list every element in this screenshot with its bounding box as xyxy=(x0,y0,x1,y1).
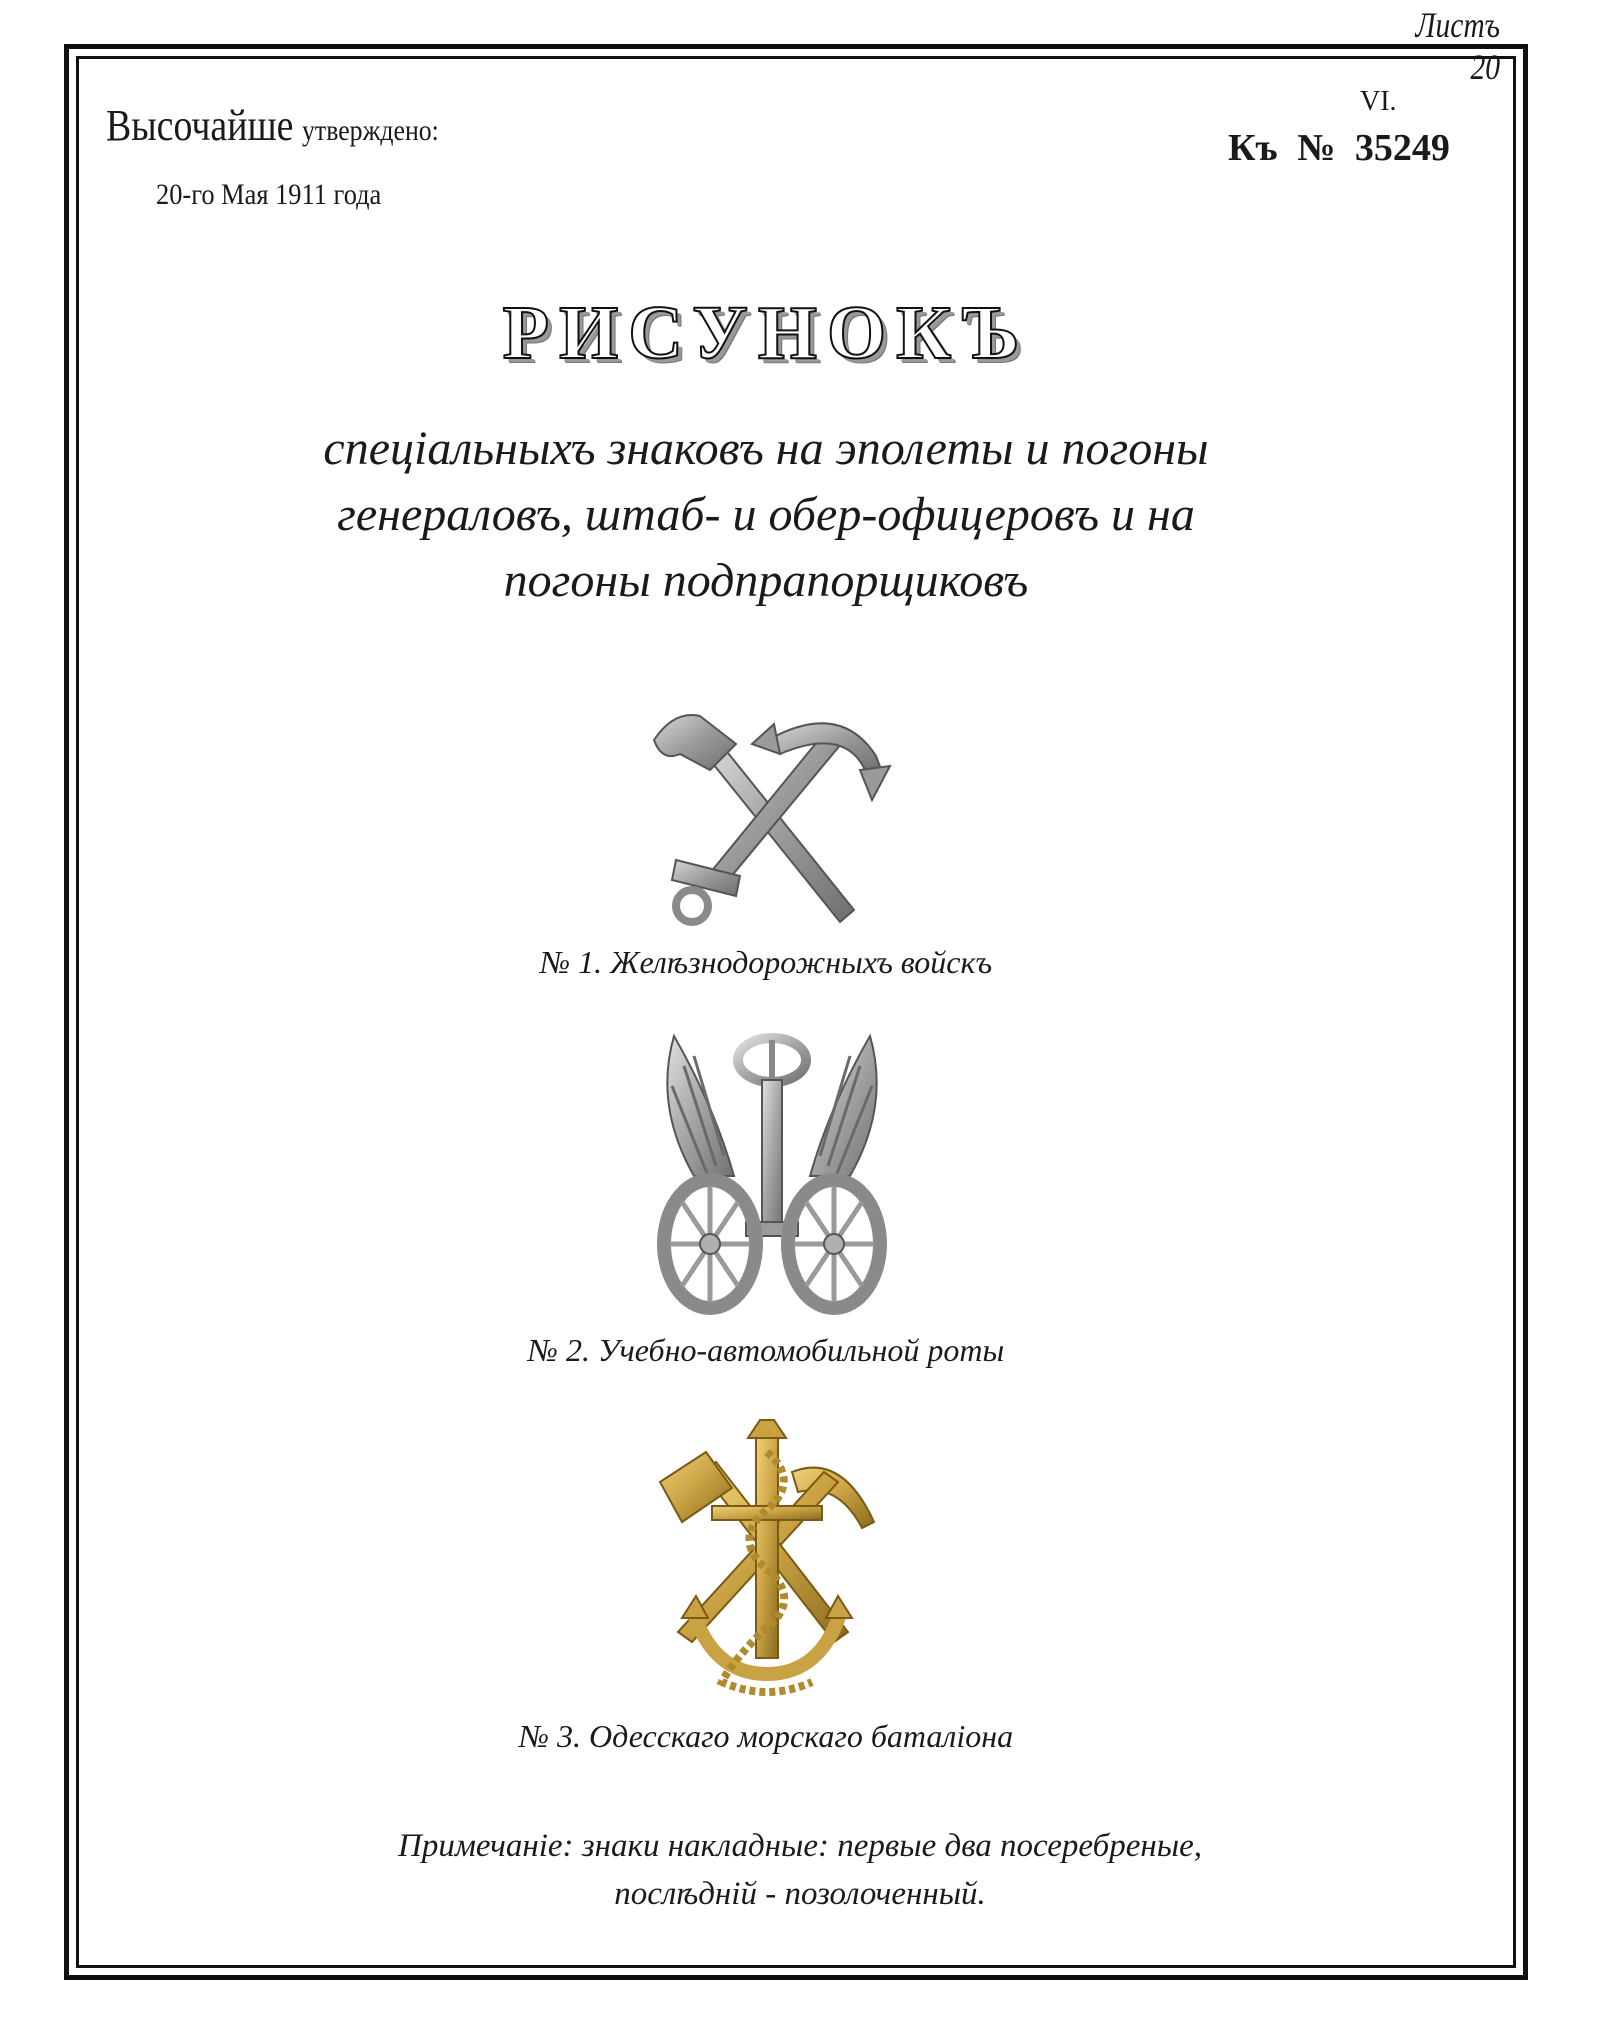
section-number: VI. xyxy=(1360,86,1397,117)
emblem-caption: № 3. Одесскаго морскаго баталiона xyxy=(518,1718,1014,1754)
emblem-caption: № 1. Желѣзнодорожныхъ войскъ xyxy=(539,944,993,980)
footnote xyxy=(0,1822,1600,1918)
winged-wheels-emblem-icon xyxy=(654,1026,890,1316)
emblem-caption: № 2. Учебно-автомобильной роты xyxy=(527,1332,1005,1368)
subtitle-line: погоны подпрапорщиковъ xyxy=(503,554,1029,607)
page-title: РИСУНОКЪ xyxy=(502,291,1030,375)
footnote-line: Примечанiе: знаки накладные: первые два посеребреные, xyxy=(398,1828,1202,1864)
approval-word-small: утверждено: xyxy=(302,114,439,147)
approval-date: 20-го Мая 1911 года xyxy=(156,178,382,211)
approval-line xyxy=(106,100,439,151)
footnote-line: послѣднiй - позолоченный. xyxy=(614,1876,986,1912)
sheet-number: Листъ 20 xyxy=(1415,5,1500,87)
reference-number: Къ № 35249 xyxy=(1228,127,1450,169)
subtitle-line: спецiальныхъ знаковъ на эполеты и погоны xyxy=(323,422,1209,475)
approval-word: Высочайше xyxy=(106,101,294,150)
subtitle xyxy=(0,416,1532,614)
subtitle-line: генераловъ, штаб- и обер-офицеровъ и на xyxy=(337,488,1195,541)
anchor-axe-pickaxe-emblem-icon xyxy=(652,1412,882,1702)
axe-anchor-emblem-icon xyxy=(640,700,900,940)
